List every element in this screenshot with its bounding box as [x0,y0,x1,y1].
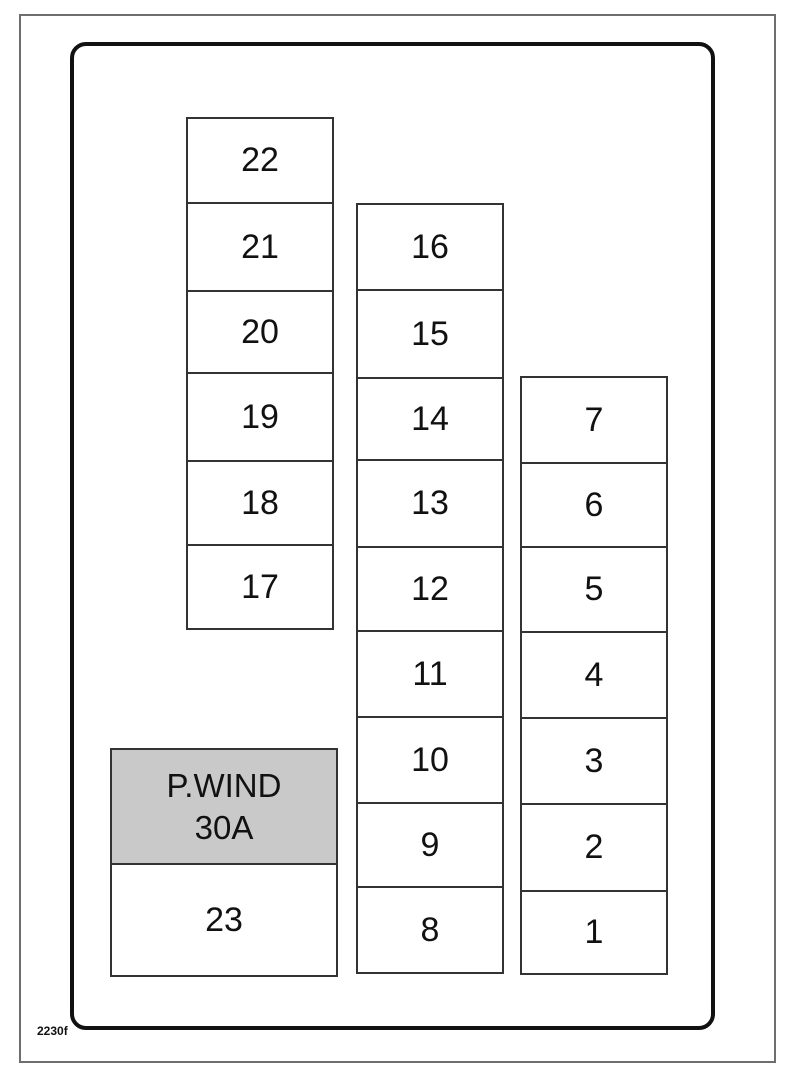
fuse-slot-1: 1 [520,890,668,975]
fuse-slot-4: 4 [520,631,668,719]
fuse-column-left [186,117,334,630]
fuse-slot-21: 21 [186,202,334,292]
relay-label-line1: P.WIND [166,766,282,804]
relay-label-line2: 30A [194,808,254,846]
fuse-slot-16: 16 [356,203,504,291]
fuse-slot-19: 19 [186,372,334,462]
fuse-slot-15: 15 [356,289,504,379]
fuse-slot-22: 22 [186,117,334,204]
fuse-column-right [520,376,668,975]
relay-p-wind [110,748,338,977]
relay-number: 23 [110,865,338,977]
fuse-slot-3: 3 [520,717,668,805]
fuse-slot-20: 20 [186,290,334,374]
fuse-slot-5: 5 [520,546,668,633]
fuse-slot-9: 9 [356,802,504,888]
fuse-slot-13: 13 [356,459,504,548]
fuse-slot-14: 14 [356,377,504,461]
figure-code: 2230f [37,1024,68,1038]
fuse-slot-6: 6 [520,462,668,548]
fuse-slot-11: 11 [356,630,504,718]
fuse-slot-8: 8 [356,886,504,974]
fuse-slot-7: 7 [520,376,668,464]
fuse-column-middle [356,203,504,974]
fuse-slot-10: 10 [356,716,504,804]
fuse-slot-17: 17 [186,544,334,630]
fuse-slot-2: 2 [520,803,668,892]
relay-label [110,748,338,865]
fuse-slot-12: 12 [356,546,504,632]
fuse-slot-18: 18 [186,460,334,546]
